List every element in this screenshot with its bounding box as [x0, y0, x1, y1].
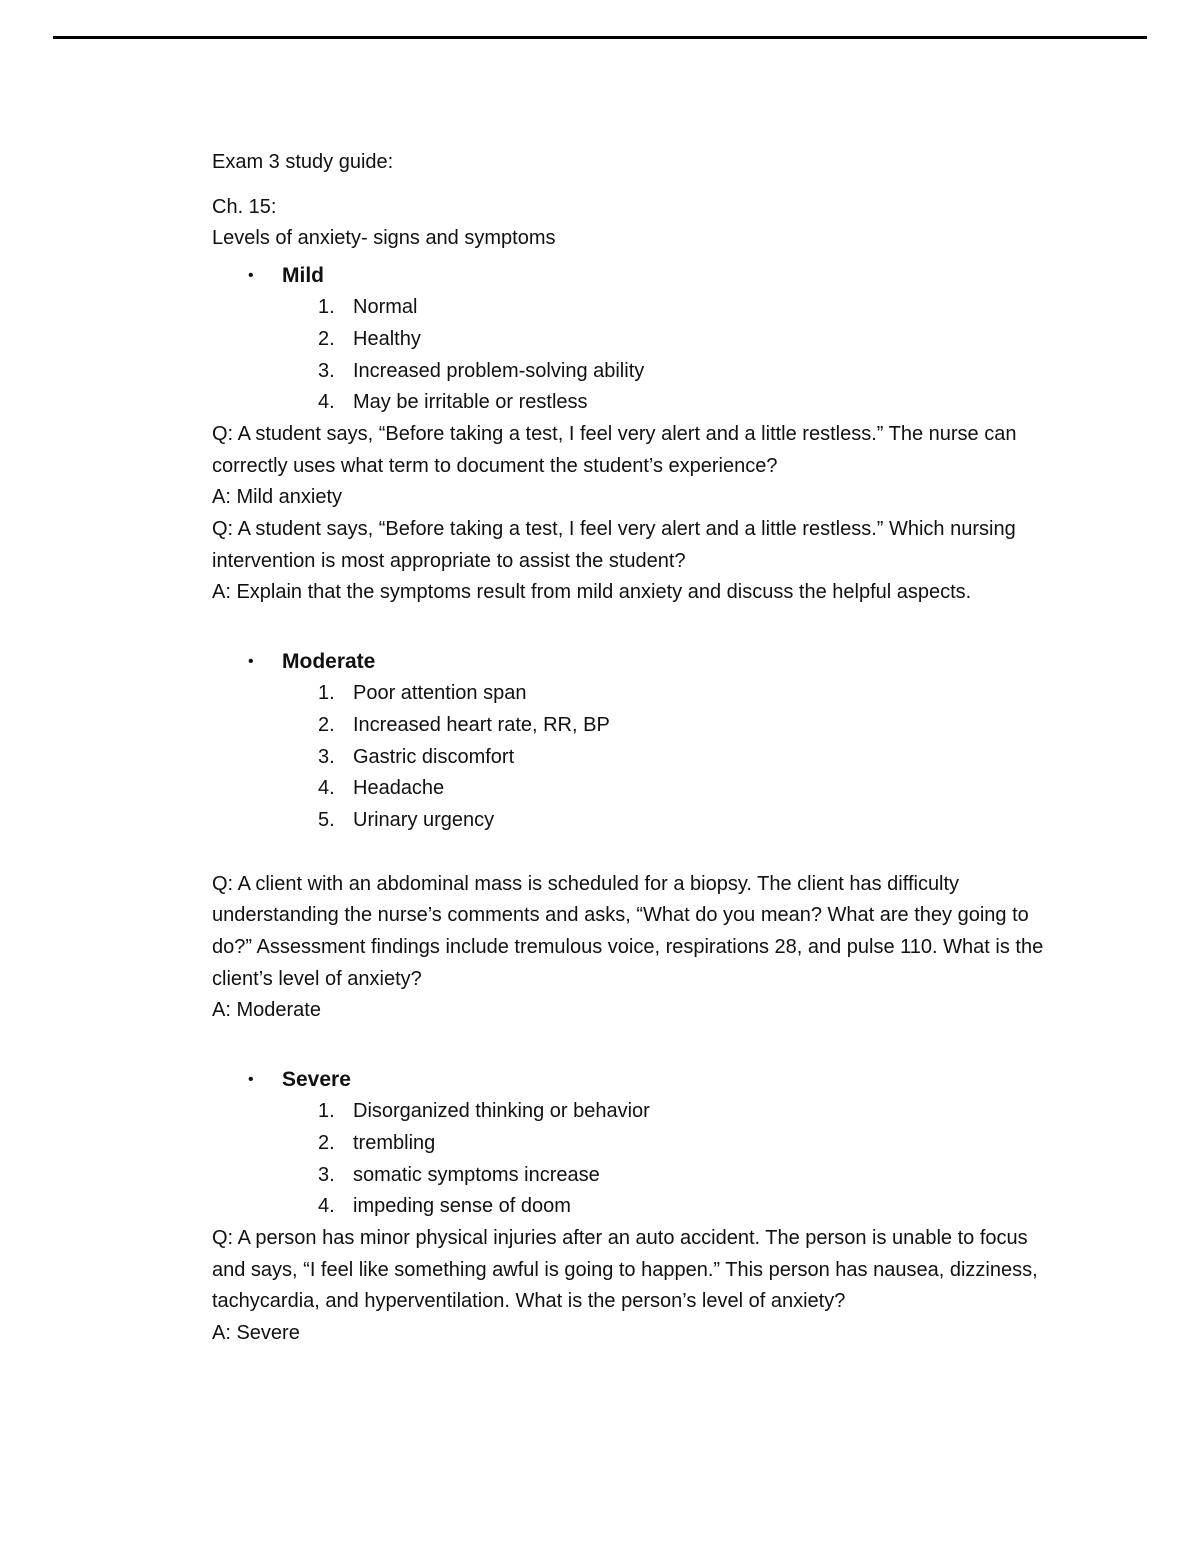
list-item: [212, 1160, 1052, 1192]
list-item: [212, 1128, 1052, 1160]
question-text: Q: A client with an abdominal mass is scheduled for a biopsy. The client has difficulty understanding the nurse’s comments and asks, “What do you mean? What are they going to do?” Assessment findings include tremulous voice, respirations 28, and pulse 110. What is the client’s level of anxiety?: [212, 872, 1044, 990]
list-item-text: Poor attention span: [353, 682, 527, 705]
level-heading-severe: [212, 1063, 1052, 1096]
symptom-list-mild: [212, 292, 1052, 419]
level-heading-moderate: [212, 645, 1052, 678]
question-text: Q: A student says, “Before taking a test, I feel very alert and a little restless.” Which nursing intervention is most appropriate to assist the student?: [212, 518, 1016, 572]
question-text: Q: A person has minor physical injuries after an auto accident. The person is unable to focus and says, “I feel like something awful is going to happen.” This person has nausea, dizziness, tachycardia, and hyperventilation. What is the person’s level of anxiety?: [212, 1226, 1038, 1313]
list-number: 1.: [318, 1100, 335, 1123]
list-number: 4.: [318, 391, 335, 414]
list-item: [212, 805, 1052, 837]
list-item-text: Gastric discomfort: [353, 745, 515, 768]
question-text: Q: A student says, “Before taking a test, I feel very alert and a little restless.” The nurse can correctly uses what term to document the student’s experience?: [212, 422, 1017, 477]
list-number: 4.: [318, 1195, 335, 1218]
list-number: 1.: [318, 296, 335, 319]
list-number: 3.: [318, 745, 335, 768]
list-number: 4.: [318, 777, 335, 800]
list-item-text: Healthy: [353, 327, 421, 350]
list-number: 2.: [318, 327, 335, 350]
answer-text: A: Moderate: [212, 999, 321, 1022]
list-item: [212, 324, 1052, 356]
list-number: 2.: [318, 1131, 335, 1154]
document-title: Exam 3 study guide:: [212, 151, 394, 173]
bullet-icon: •: [248, 267, 254, 285]
level-heading-label: Moderate: [282, 650, 376, 674]
list-item: [212, 773, 1052, 805]
list-item: [212, 742, 1052, 774]
list-item-text: Increased heart rate, RR, BP: [353, 713, 610, 736]
list-item: [212, 1096, 1052, 1128]
answer-text: A: Explain that the symptoms result from mild anxiety and discuss the helpful aspects.: [212, 581, 972, 604]
level-heading-label: Severe: [282, 1068, 351, 1092]
symptom-list-severe: [212, 1096, 1052, 1223]
answer-text: A: Severe: [212, 1322, 300, 1345]
list-number: 5.: [318, 808, 335, 831]
level-heading-label: Mild: [282, 264, 324, 288]
list-number: 3.: [318, 1163, 335, 1186]
symptom-list-moderate: [212, 678, 1052, 837]
list-item-text: Headache: [353, 777, 445, 800]
list-item-text: Disorganized thinking or behavior: [353, 1100, 650, 1123]
bullet-icon: •: [248, 1071, 254, 1089]
list-item-text: Urinary urgency: [353, 808, 495, 831]
document-body: [212, 147, 1052, 1350]
chapter-label: Ch. 15:: [212, 195, 277, 218]
header-rule: [53, 36, 1147, 39]
bullet-icon: •: [248, 653, 254, 671]
level-heading-mild: [212, 259, 1052, 292]
list-number: 1.: [318, 682, 335, 705]
list-item-text: somatic symptoms increase: [353, 1163, 600, 1186]
list-item: [212, 356, 1052, 388]
list-number: 2.: [318, 713, 335, 736]
answer-text: A: Mild anxiety: [212, 486, 343, 509]
list-item: [212, 1191, 1052, 1223]
list-number: 3.: [318, 359, 335, 382]
list-item-text: Normal: [353, 296, 418, 319]
list-item: [212, 710, 1052, 742]
list-item-text: impeding sense of doom: [353, 1195, 571, 1218]
list-item-text: May be irritable or restless: [353, 391, 588, 414]
list-item: [212, 387, 1052, 419]
section-subtitle: Levels of anxiety- signs and symptoms: [212, 227, 556, 250]
list-item: [212, 678, 1052, 710]
list-item-text: trembling: [353, 1131, 436, 1154]
list-item-text: Increased problem-solving ability: [353, 359, 645, 382]
list-item: [212, 292, 1052, 324]
